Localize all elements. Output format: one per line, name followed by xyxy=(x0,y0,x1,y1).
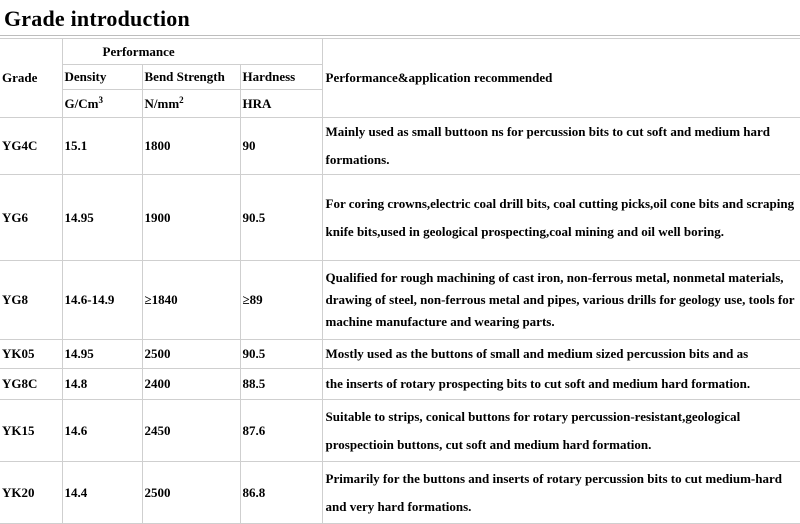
bend-strength-cell: 2500 xyxy=(142,462,240,524)
bend-unit-base: N/mm xyxy=(144,95,180,111)
density-cell: 14.4 xyxy=(62,462,142,524)
density-cell: 14.8 xyxy=(62,369,142,400)
grade-cell: YK15 xyxy=(0,400,62,462)
performance-header: Performance xyxy=(62,39,322,65)
density-unit-exponent: 3 xyxy=(98,94,103,105)
bend-strength-cell: 1900 xyxy=(142,175,240,261)
density-cell: 15.1 xyxy=(62,118,142,175)
hardness-cell: 87.6 xyxy=(240,400,322,462)
density-unit-base: G/Cm xyxy=(64,95,99,111)
bend-strength-cell: 2400 xyxy=(142,369,240,400)
table-row xyxy=(0,340,800,369)
application-cell: the inserts of rotary prospecting bits to cut soft and medium hard formation. xyxy=(322,369,800,400)
bend-strength-cell: 1800 xyxy=(142,118,240,175)
header-row-group xyxy=(0,39,800,65)
hardness-cell: 90.5 xyxy=(240,175,322,261)
title-divider xyxy=(0,35,800,36)
hardness-cell: ≥89 xyxy=(240,261,322,340)
grade-cell: YK05 xyxy=(0,340,62,369)
application-cell: Mostly used as the buttons of small and medium sized percussion bits and as xyxy=(322,340,800,369)
hardness-unit: HRA xyxy=(240,90,322,118)
grade-table xyxy=(0,38,800,524)
bend-strength-cell: 2450 xyxy=(142,400,240,462)
grade-cell: YG4C xyxy=(0,118,62,175)
density-cell: 14.6 xyxy=(62,400,142,462)
application-header: Performance&application recommended xyxy=(322,39,800,118)
table-row xyxy=(0,369,800,400)
application-cell: Primarily for the buttons and inserts of rotary percussion bits to cut medium-hard and very hard formations. xyxy=(322,462,800,524)
bend-unit-exponent: 2 xyxy=(179,94,184,105)
density-cell: 14.6-14.9 xyxy=(62,261,142,340)
hardness-cell: 88.5 xyxy=(240,369,322,400)
application-cell: Suitable to strips, conical buttons for rotary percussion-resistant,geological prospectioin buttons, cut soft and medium hard formation. xyxy=(322,400,800,462)
grade-cell: YG8 xyxy=(0,261,62,340)
bend-strength-header: Bend Strength xyxy=(142,65,240,90)
grade-cell: YG6 xyxy=(0,175,62,261)
table-row xyxy=(0,462,800,524)
application-cell: Qualified for rough machining of cast iron, non-ferrous metal, nonmetal materials, drawing of steel, non-ferrous metal and pipes, various drills for geology use, tools for machine manufacture and wearing parts. xyxy=(322,261,800,340)
density-cell: 14.95 xyxy=(62,340,142,369)
application-cell: For coring crowns,electric coal drill bits, coal cutting picks,oil cone bits and scraping knife bits,used in geological prospecting,coal mining and oil well boring. xyxy=(322,175,800,261)
table-row xyxy=(0,175,800,261)
bend-strength-cell: 2500 xyxy=(142,340,240,369)
page-title: Grade introduction xyxy=(4,6,190,31)
hardness-cell: 86.8 xyxy=(240,462,322,524)
hardness-cell: 90.5 xyxy=(240,340,322,369)
density-cell: 14.95 xyxy=(62,175,142,261)
hardness-header: Hardness xyxy=(240,65,322,90)
application-cell: Mainly used as small buttoon ns for percussion bits to cut soft and medium hard formations. xyxy=(322,118,800,175)
bend-strength-cell: ≥1840 xyxy=(142,261,240,340)
hardness-cell: 90 xyxy=(240,118,322,175)
bend-unit xyxy=(142,90,240,118)
table-row xyxy=(0,118,800,175)
table-row xyxy=(0,261,800,340)
grade-cell: YK20 xyxy=(0,462,62,524)
grade-cell: YG8C xyxy=(0,369,62,400)
density-header: Density xyxy=(62,65,142,90)
table-row xyxy=(0,400,800,462)
density-unit xyxy=(62,90,142,118)
grade-header: Grade xyxy=(0,39,62,118)
